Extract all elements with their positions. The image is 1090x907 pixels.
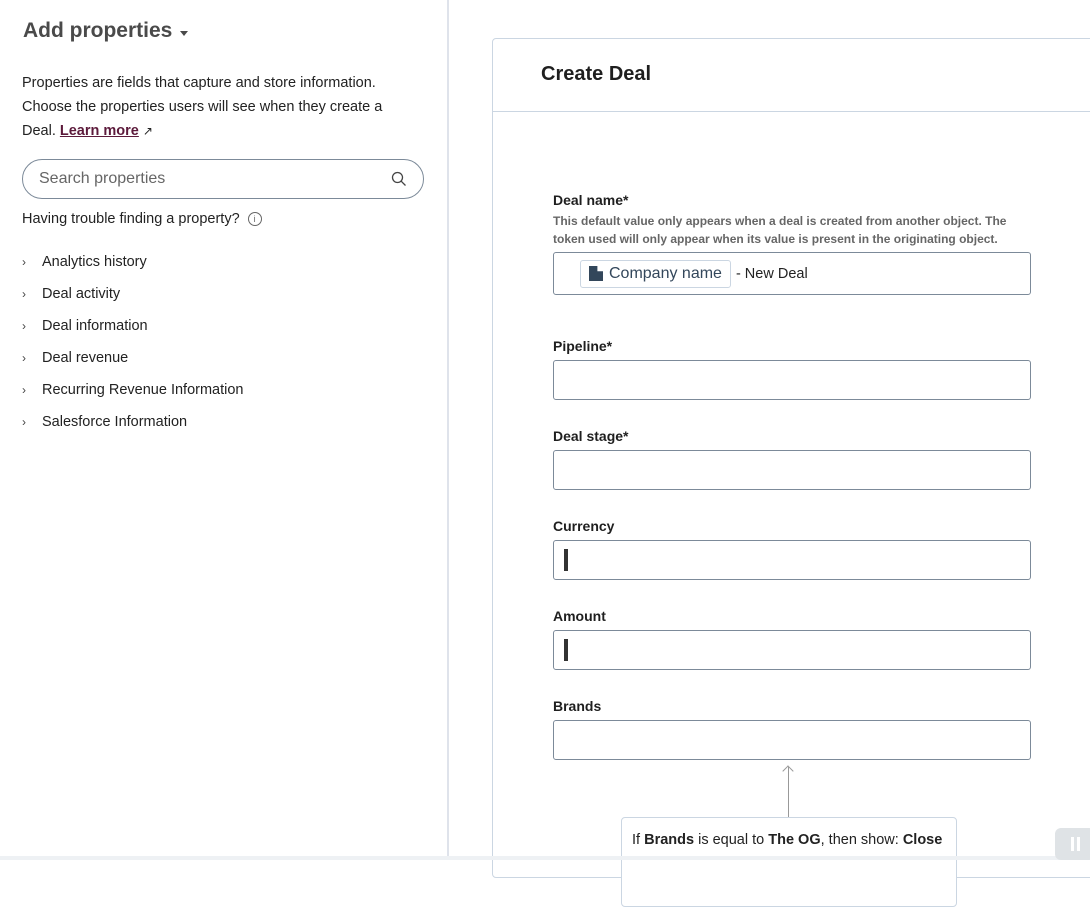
panel-description <box>22 71 402 143</box>
deal-stage-input[interactable] <box>553 450 1031 490</box>
rule-text: If <box>632 832 645 848</box>
conditional-rule-card[interactable] <box>621 817 957 907</box>
pause-button[interactable] <box>1055 828 1090 860</box>
trouble-text: Having trouble finding a property? <box>22 211 240 227</box>
field-help: This default value only appears when a deal is created from another object. The token used will only appear when its value is present in the originating object. <box>553 214 1007 246</box>
group-analytics-history[interactable] <box>22 246 244 278</box>
drag-handle-icon[interactable] <box>564 549 568 571</box>
add-properties-panel <box>0 0 449 860</box>
group-label: Salesforce Information <box>42 414 188 430</box>
group-deal-information[interactable] <box>22 310 244 342</box>
amount-input[interactable] <box>553 630 1031 670</box>
pause-icon <box>1071 837 1074 851</box>
rule-value: The OG <box>768 832 821 848</box>
rule-text: , then show: <box>820 832 903 848</box>
description-text: Properties are fields that capture and store information. Choose the properties users will see when they create a Deal. <box>22 75 383 139</box>
chevron-right-icon: › <box>22 319 26 333</box>
group-label: Deal activity <box>42 286 121 302</box>
pause-icon <box>1077 837 1080 851</box>
rule-property: Brands <box>644 832 695 848</box>
caret-down-icon <box>180 31 188 36</box>
rule-text: is equal to <box>694 832 769 848</box>
group-label: Deal information <box>42 318 148 334</box>
group-label: Analytics history <box>42 254 147 270</box>
chevron-right-icon: › <box>22 287 26 301</box>
create-deal-preview <box>492 38 1090 878</box>
building-icon <box>589 266 603 281</box>
brands-input[interactable] <box>553 720 1031 760</box>
form-title: Create Deal <box>493 39 1090 112</box>
external-link-icon: ↗ <box>142 124 153 138</box>
field-label: Deal stage* <box>553 428 629 444</box>
field-label: Deal name* <box>553 192 629 208</box>
field-label: Pipeline* <box>553 338 613 354</box>
rule-target: Close <box>902 832 943 848</box>
info-icon[interactable]: i <box>248 212 262 226</box>
field-label: Amount <box>553 608 606 624</box>
chevron-right-icon: › <box>22 351 26 365</box>
field-label: Brands <box>553 698 602 714</box>
learn-more-link[interactable]: Learn more <box>59 123 139 139</box>
field-currency[interactable] <box>553 518 1031 580</box>
drag-handle-icon[interactable] <box>564 639 568 661</box>
field-deal-name[interactable] <box>553 192 1031 295</box>
bottom-bar <box>0 856 1090 860</box>
group-deal-activity[interactable] <box>22 278 244 310</box>
currency-input[interactable] <box>553 540 1031 580</box>
group-deal-revenue[interactable] <box>22 342 244 374</box>
field-brands[interactable] <box>553 698 1031 760</box>
search-icon <box>391 171 407 187</box>
trouble-finding <box>22 211 262 227</box>
company-name-token[interactable] <box>580 260 731 288</box>
token-label: Company name <box>609 264 722 282</box>
panel-title: Add properties <box>23 19 173 42</box>
pipeline-input[interactable] <box>553 360 1031 400</box>
search-properties[interactable] <box>22 159 424 199</box>
token-suffix: - New Deal <box>735 265 808 282</box>
field-deal-stage[interactable] <box>553 428 1031 490</box>
property-groups <box>22 246 244 438</box>
search-input[interactable] <box>39 170 391 188</box>
group-label: Recurring Revenue Information <box>42 382 244 398</box>
chevron-right-icon: › <box>22 415 26 429</box>
chevron-right-icon: › <box>22 383 26 397</box>
chevron-right-icon: › <box>22 255 26 269</box>
group-label: Deal revenue <box>42 350 129 366</box>
deal-name-input[interactable] <box>553 252 1031 295</box>
conditional-arrow <box>788 767 789 817</box>
field-amount[interactable] <box>553 608 1031 670</box>
field-label: Currency <box>553 518 615 534</box>
group-salesforce[interactable] <box>22 406 244 438</box>
add-properties-dropdown[interactable] <box>23 19 188 43</box>
field-pipeline[interactable] <box>553 338 1031 400</box>
group-recurring-revenue[interactable] <box>22 374 244 406</box>
